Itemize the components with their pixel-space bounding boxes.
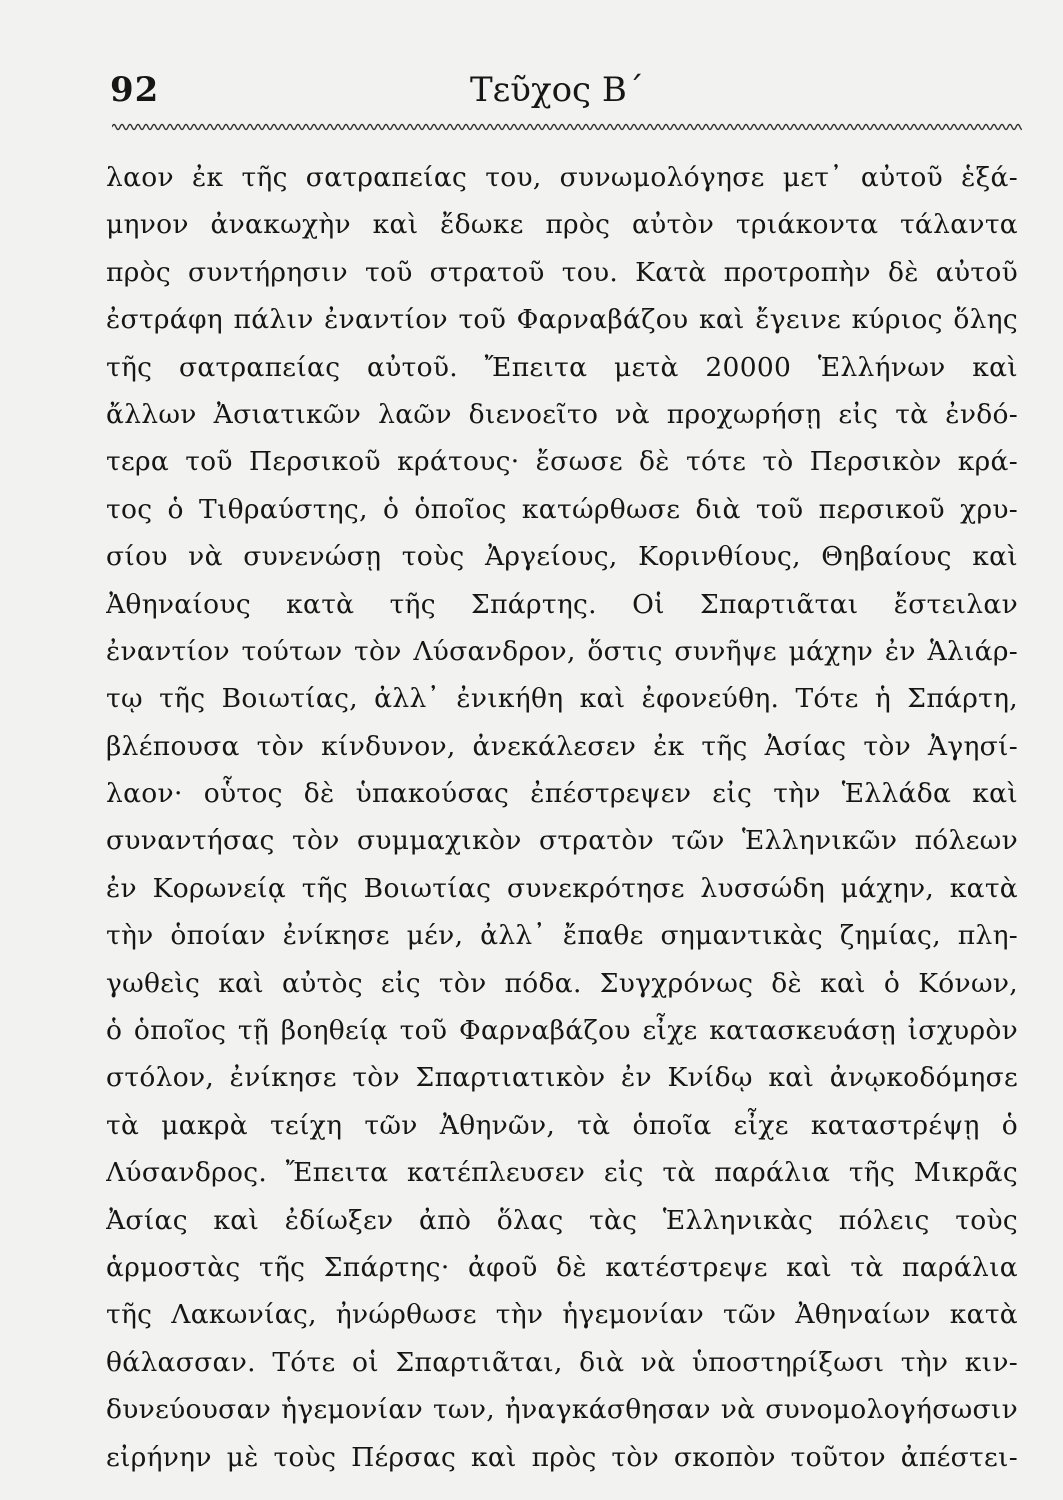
- text-line: ἐν Κορωνείᾳ τῆς Βοιωτίας συνεκρότησε λυσσώδη μάχην, κατὰ: [106, 872, 1018, 904]
- text-line: τερα τοῦ Περσικοῦ κράτους· ἔσωσε δὲ τότε τὸ Περσικὸν κρά-: [106, 446, 1018, 478]
- text-line: τος ὁ Τιθραύστης, ὁ ὁποῖος κατώρθωσε διὰ τοῦ περσικοῦ χρυ-: [106, 493, 1018, 525]
- text-line: ἐναντίον τούτων τὸν Λύσανδρον, ὅστις συνῆψε μάχην ἐν Ἁλιάρ-: [106, 635, 1018, 667]
- text-line: εἰρήνην μὲ τοὺς Πέρσας καὶ πρὸς τὸν σκοπὸν τοῦτον ἀπέστει-: [106, 1441, 1018, 1473]
- running-title: Τεῦχος Β΄: [470, 70, 644, 110]
- text-line: λαον· οὗτος δὲ ὑπακούσας ἐπέστρεψεν εἰς τὴν Ἑλλάδα καὶ: [106, 778, 1018, 810]
- text-line: θάλασσαν. Τότε οἱ Σπαρτιᾶται, διὰ νὰ ὑποστηρίξωσι τὴν κιν-: [106, 1346, 1018, 1378]
- text-line: Ἀθηναίους κατὰ τῆς Σπάρτης. Οἱ Σπαρτιᾶται ἔστειλαν: [106, 588, 1018, 620]
- text-line: γωθεὶς καὶ αὐτὸς εἰς τὸν πόδα. Συγχρόνως δὲ καὶ ὁ Κόνων,: [106, 967, 1018, 999]
- text-line: μηνον ἀνακωχὴν καὶ ἔδωκε πρὸς αὐτὸν τριάκοντα τάλαντα: [106, 209, 1018, 241]
- text-line: λαον ἐκ τῆς σατραπείας του, συνωμολόγησε μετ᾽ αὐτοῦ ἑξά-: [106, 162, 1018, 193]
- text-line: ἁρμοστὰς τῆς Σπάρτης· ἀφοῦ δὲ κατέστρεψε καὶ τὰ παράλια: [106, 1251, 1018, 1283]
- text-line: σίου νὰ συνενώσῃ τοὺς Ἀργείους, Κορινθίους, Θηβαίους καὶ: [106, 541, 1018, 573]
- wavy-rule: [112, 120, 1022, 134]
- text-line: συναντήσας τὸν συμμαχικὸν στρατὸν τῶν Ἑλληνικῶν πόλεων: [106, 825, 1018, 857]
- text-line: ὁ ὁποῖος τῇ βοηθείᾳ τοῦ Φαρναβάζου εἶχε κατασκευάσῃ ἰσχυρὸν: [106, 1015, 1018, 1047]
- text-line: Λύσανδρος. Ἔπειτα κατέπλευσεν εἰς τὰ παράλια τῆς Μικρᾶς: [106, 1157, 1018, 1189]
- text-line: τῆς Λακωνίας, ἠνώρθωσε τὴν ἡγεμονίαν τῶν Ἀθηναίων κατὰ: [106, 1299, 1018, 1331]
- text-line: δυνεύουσαν ἡγεμονίαν των, ἠναγκάσθησαν νὰ συνομολογήσωσιν: [106, 1394, 1018, 1426]
- text-line: τῳ τῆς Βοιωτίας, ἀλλ᾽ ἐνικήθη καὶ ἐφονεύθη. Τότε ἡ Σπάρτη,: [106, 683, 1018, 715]
- text-line: βλέπουσα τὸν κίνδυνον, ἀνεκάλεσεν ἐκ τῆς Ἀσίας τὸν Ἀγησί-: [106, 730, 1018, 762]
- text-line: στόλον, ἐνίκησε τὸν Σπαρτιατικὸν ἐν Κνίδῳ καὶ ἀνῳκοδόμησε: [106, 1062, 1018, 1094]
- text-line: ἐστράφη πάλιν ἐναντίον τοῦ Φαρναβάζου καὶ ἔγεινε κύριος ὅλης: [106, 304, 1018, 336]
- body-text: [106, 154, 1018, 1481]
- text-line: Ἀσίας καὶ ἐδίωξεν ἀπὸ ὅλας τὰς Ἑλληνικὰς πόλεις τοὺς: [106, 1204, 1018, 1236]
- text-line: τὰ μακρὰ τείχη τῶν Ἀθηνῶν, τὰ ὁποῖα εἶχε καταστρέψῃ ὁ: [106, 1109, 1018, 1141]
- text-line: τὴν ὁποίαν ἐνίκησε μέν, ἀλλ᾽ ἔπαθε σημαντικὰς ζημίας, πλη-: [106, 920, 1018, 952]
- text-line: ἄλλων Ἀσιατικῶν λαῶν διενοεῖτο νὰ προχωρήσῃ εἰς τὰ ἐνδό-: [106, 398, 1018, 430]
- text-line: πρὸς συντήρησιν τοῦ στρατοῦ του. Κατὰ προτροπὴν δὲ αὐτοῦ: [106, 256, 1018, 288]
- page-number: 92: [110, 70, 160, 110]
- text-line: τῆς σατραπείας αὐτοῦ. Ἔπειτα μετὰ 20000 Ἑλλήνων καὶ: [106, 351, 1018, 383]
